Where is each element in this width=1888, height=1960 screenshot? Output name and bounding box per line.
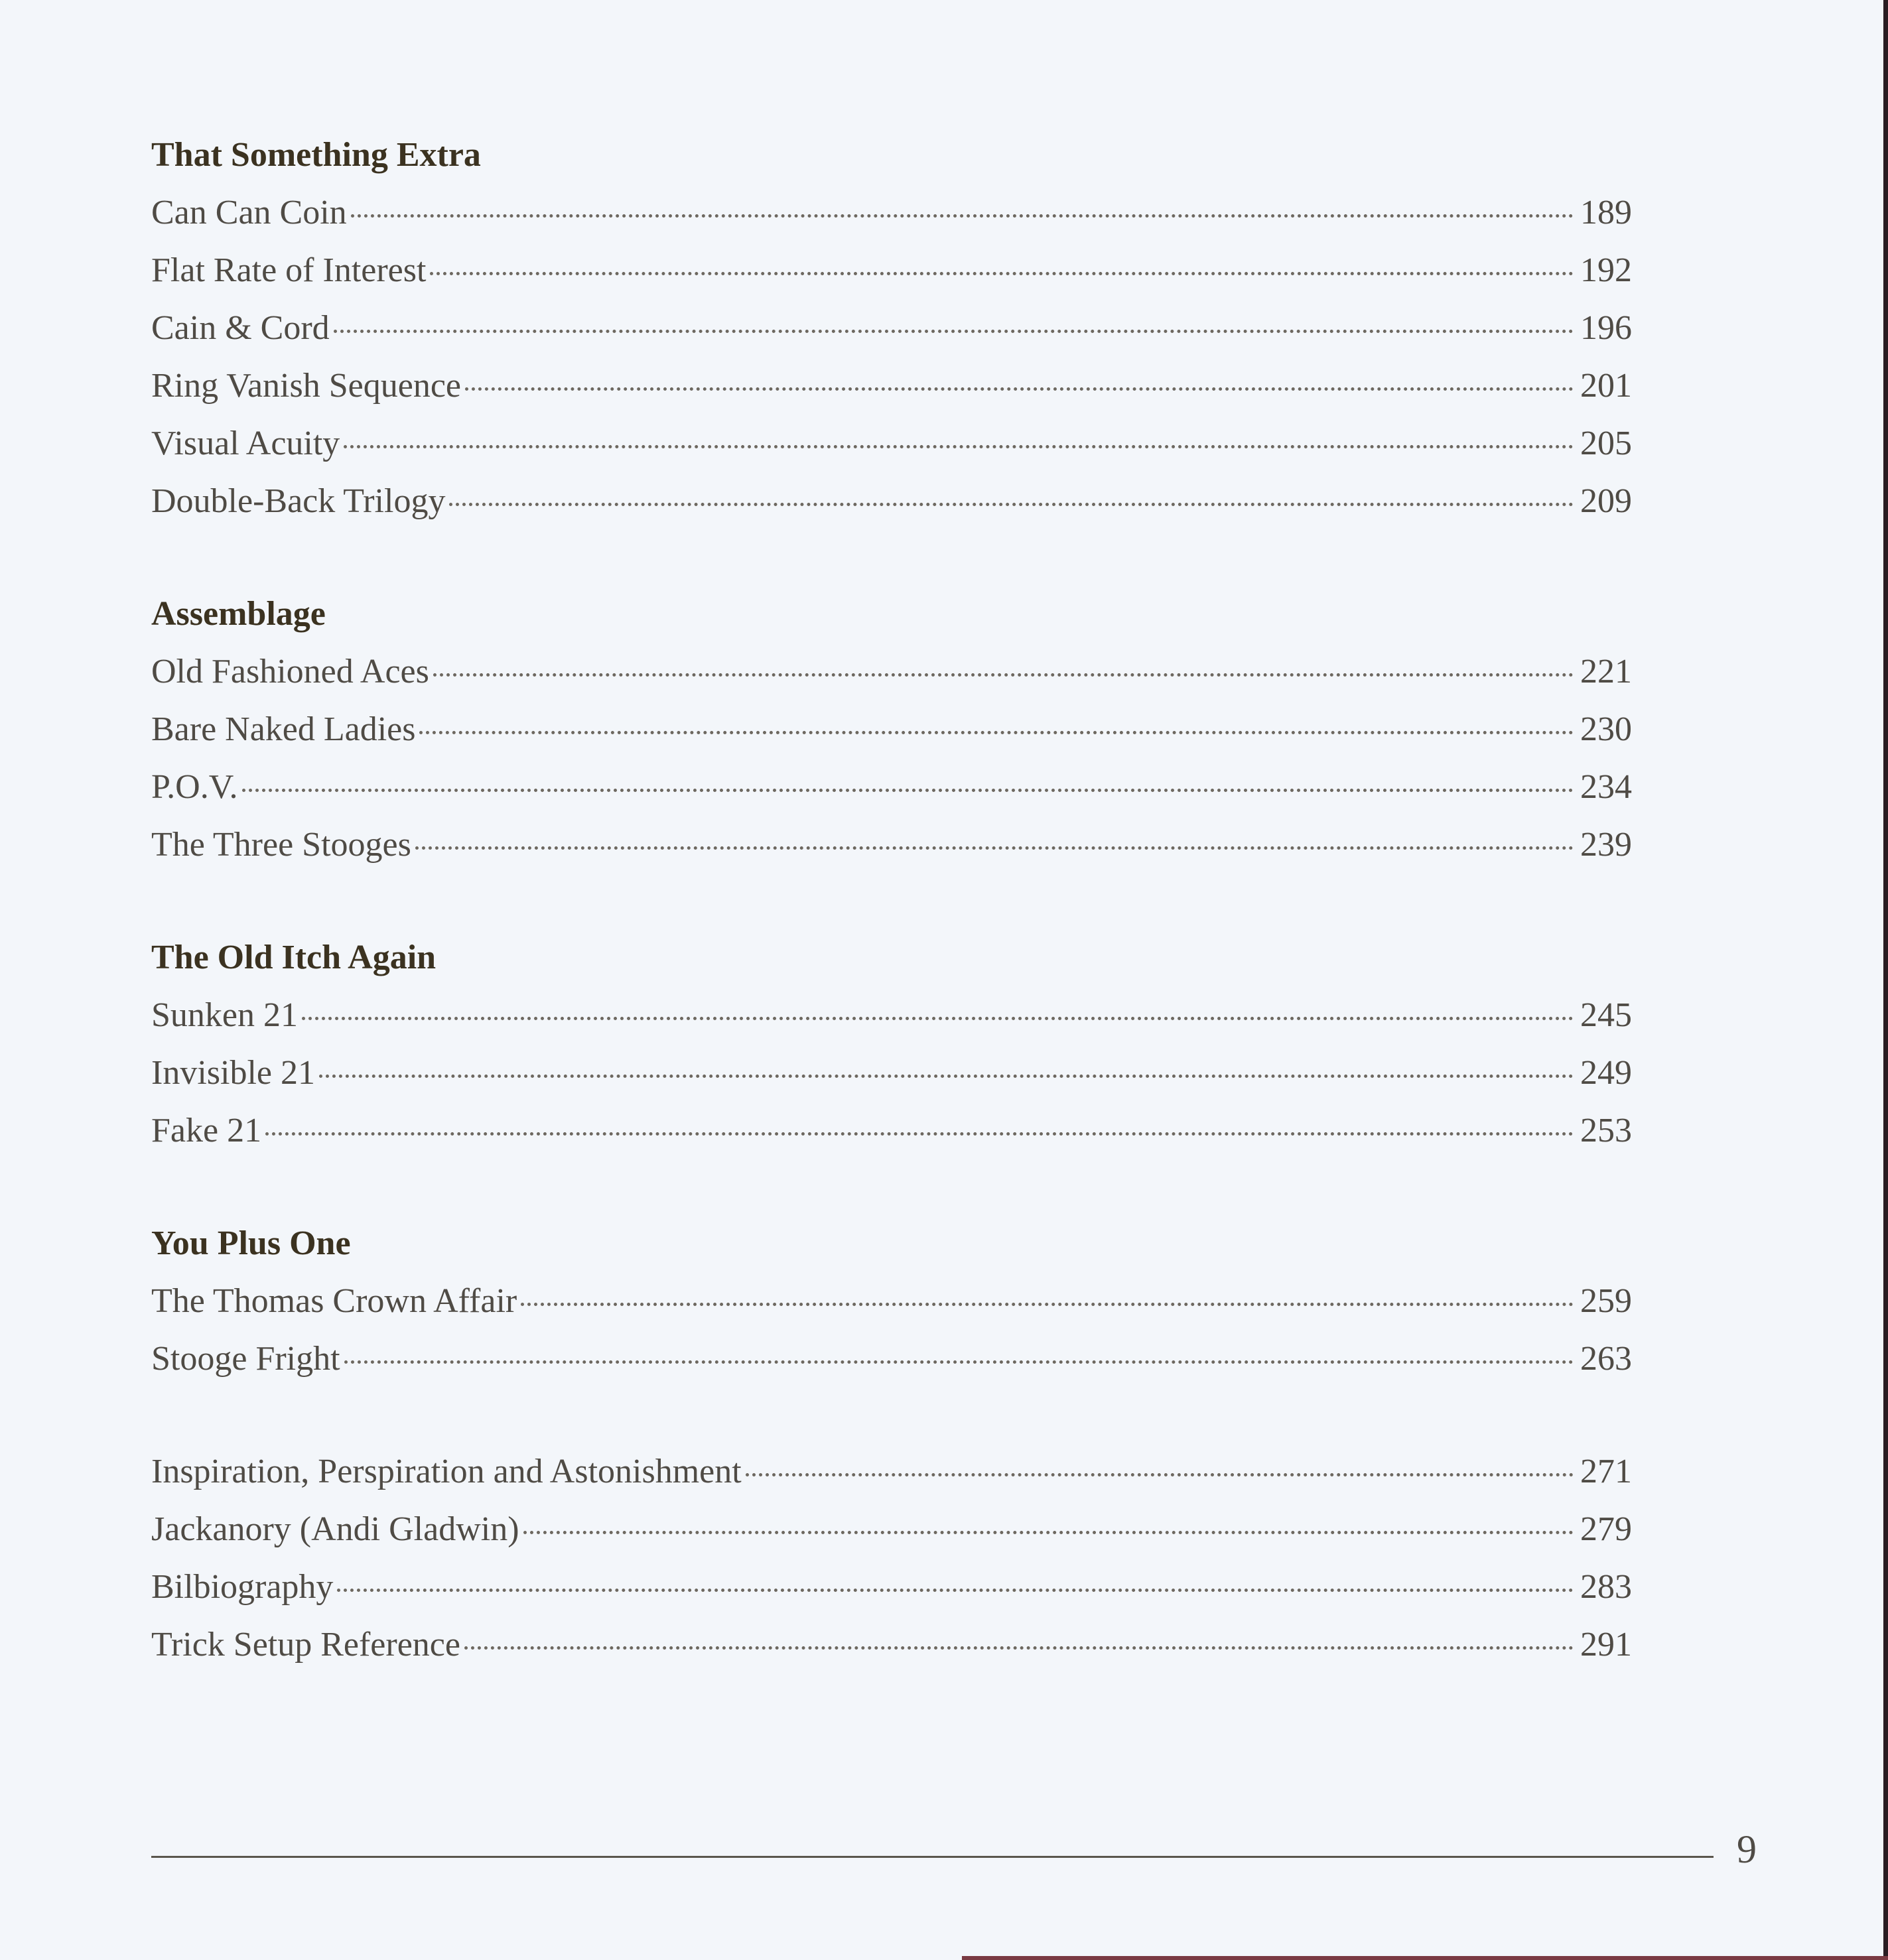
footer-rule (151, 1856, 1714, 1858)
toc-section (151, 585, 1632, 874)
entry-title: Bilbiography (151, 1568, 334, 1606)
entry-title: Sunken 21 (151, 996, 298, 1034)
entry-title: Ring Vanish Sequence (151, 367, 461, 405)
dot-leader (521, 1303, 1574, 1306)
section-title: That Something Extra (151, 136, 481, 174)
dot-leader (449, 503, 1574, 506)
toc-section-back-matter (151, 1443, 1632, 1673)
entry-title: Old Fashioned Aces (151, 653, 429, 690)
dot-leader (265, 1132, 1574, 1136)
entry-page-number: 239 (1580, 826, 1632, 864)
toc-entry (151, 1443, 1632, 1500)
section-title: You Plus One (151, 1224, 351, 1262)
entry-title: Invisible 21 (151, 1054, 315, 1092)
entry-title: Inspiration, Perspiration and Astonishment (151, 1453, 742, 1490)
entry-page-number: 201 (1580, 367, 1632, 405)
entry-page-number: 245 (1580, 996, 1632, 1034)
page-edge-right (1883, 0, 1888, 1960)
entry-title: Can Can Coin (151, 194, 347, 231)
toc-entry (151, 1616, 1632, 1673)
entry-page-number: 234 (1580, 768, 1632, 806)
toc-entry (151, 700, 1632, 758)
dot-leader (351, 214, 1574, 218)
section-title: The Old Itch Again (151, 939, 437, 976)
entry-title: The Thomas Crown Affair (151, 1282, 517, 1320)
entry-page-number: 259 (1580, 1282, 1632, 1320)
entry-page-number: 253 (1580, 1112, 1632, 1149)
dot-leader (465, 387, 1574, 391)
entry-page-number: 283 (1580, 1568, 1632, 1606)
toc-entry (151, 1044, 1632, 1102)
dot-leader (415, 846, 1574, 850)
dot-leader (242, 789, 1574, 792)
toc-entry (151, 415, 1632, 472)
entry-page-number: 230 (1580, 710, 1632, 748)
toc-entry (151, 1330, 1632, 1388)
dot-leader (302, 1017, 1574, 1020)
toc-entry (151, 1500, 1632, 1558)
toc-entry (151, 1102, 1632, 1159)
dot-leader (344, 1360, 1574, 1364)
entry-title: Jackanory (Andi Gladwin) (151, 1510, 519, 1548)
entry-page-number: 271 (1580, 1453, 1632, 1490)
dot-leader (337, 1589, 1574, 1592)
section-title: Assemblage (151, 595, 326, 633)
dot-leader (334, 330, 1574, 333)
entry-page-number: 189 (1580, 194, 1632, 231)
entry-page-number: 221 (1580, 653, 1632, 690)
toc-entry (151, 472, 1632, 530)
entry-title: Visual Acuity (151, 425, 340, 462)
entry-page-number: 263 (1580, 1340, 1632, 1378)
entry-title: Double-Back Trilogy (151, 482, 446, 520)
toc-entry (151, 986, 1632, 1044)
toc-entry (151, 643, 1632, 700)
entry-page-number: 279 (1580, 1510, 1632, 1548)
toc-entry (151, 816, 1632, 874)
dot-leader (430, 272, 1574, 275)
toc-entry (151, 758, 1632, 816)
dot-leader (433, 673, 1574, 677)
entry-page-number: 291 (1580, 1626, 1632, 1664)
entry-title: Bare Naked Ladies (151, 710, 416, 748)
toc-entry (151, 1272, 1632, 1330)
table-of-contents (151, 126, 1632, 1729)
toc-entry (151, 241, 1632, 299)
entry-title: Fake 21 (151, 1112, 262, 1149)
dot-leader (464, 1646, 1574, 1650)
page-edge-bottom (962, 1956, 1888, 1960)
toc-entry (151, 299, 1632, 357)
entry-title: Cain & Cord (151, 309, 330, 347)
dot-leader (419, 731, 1574, 734)
entry-title: Flat Rate of Interest (151, 251, 427, 289)
entry-page-number: 249 (1580, 1054, 1632, 1092)
dot-leader (344, 445, 1574, 448)
toc-entry (151, 357, 1632, 415)
toc-section (151, 929, 1632, 1159)
entry-page-number: 205 (1580, 425, 1632, 462)
entry-page-number: 209 (1580, 482, 1632, 520)
toc-section (151, 1214, 1632, 1388)
toc-section (151, 126, 1632, 530)
entry-title: P.O.V. (151, 768, 238, 806)
entry-page-number: 196 (1580, 309, 1632, 347)
entry-title: Trick Setup Reference (151, 1626, 460, 1664)
dot-leader (319, 1075, 1574, 1078)
toc-entry (151, 184, 1632, 241)
dot-leader (523, 1531, 1574, 1534)
folio-page-number: 9 (1737, 1827, 1757, 1871)
entry-title: The Three Stooges (151, 826, 411, 864)
toc-entry (151, 1558, 1632, 1616)
dot-leader (746, 1473, 1574, 1476)
entry-page-number: 192 (1580, 251, 1632, 289)
entry-title: Stooge Fright (151, 1340, 340, 1378)
